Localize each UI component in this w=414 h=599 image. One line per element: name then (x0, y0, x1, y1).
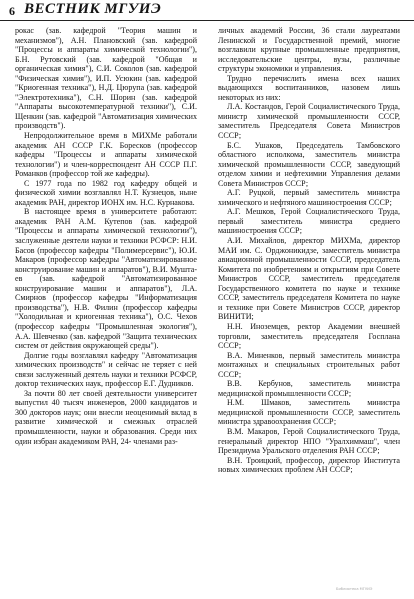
paragraph: В настоящее время в университете работают: академик РАН А.М. Кутепов (зав. кафедрой "Процессы и аппараты химической технологии"), заслуженные деятели науки и техники РСФСР: Н.И. Басов (профессор кафедры "Полимерсервис"), Ю.И. Макаров (профессор кафедры "Автоматизированное конструирование машин и аппаратов"), В.И. Муштаев (зав. кафедрой "Автоматизированное конструирование машин и аппаратов"), Л.А. Смирнов (профессор кафедры "Информатизация производства"), Н.В. Филин (профессор кафедры "Холодильная и криогенная техника"), О.С. Чехов (профессор кафедры "Промышленная экология"), А.А. Шевченко (зав. кафедрой "Защита технических систем от действия окружающей среды"). (15, 207, 197, 351)
paragraph: Б.С. Ушаков, Председатель Тамбовского областного исполкома, заместитель министра химической промышленности СССР, заведующий отделом химии и нефтехимии Управления делами Совета Министров СССР; (218, 140, 400, 188)
paragraph: В.М. Макаров, Герой Социалистического Труда, генеральный директор НПО "Уралхиммаш", член Президиума Уральского отделения РАН СССР; (218, 426, 400, 456)
left-column (15, 26, 197, 446)
paragraph: А.Г. Руцкой, первый заместитель министра химического и нефтяного машиностроения СССР; (218, 188, 400, 207)
page-header (0, 0, 414, 22)
page-number: 6 (9, 4, 15, 18)
paragraph: В.В. Кербунов, заместитель министра медицинской промышленности СССР; (218, 379, 400, 398)
right-column (218, 26, 400, 475)
paragraph: В.Н. Троицкий, профессор, директор Института новых химических проблем АН СССР; (218, 455, 400, 475)
paragraph: В.А. Миненков, первый заместитель министра монтажных и специальных строительных работ СССР; (218, 350, 400, 379)
paragraph: Долгие годы возглавлял кафедру "Автоматизация химических производств" и сейчас не теряет с ней связи заслуженный деятель науки и техники РСФСР, доктор технических наук, профессор Е.Г. Дудников. (15, 350, 197, 389)
paragraph: А.И. Михайлов, директор МИХМа, директор МАИ им. С. Орджоникидзе, заместитель министра авиационной промышленности СССР, председатель Комитета по изобретениям и открытиям при Совете Министров СССР, заместитель председателя Государственного комитета по науке и технике СССР, заместитель председателя Комитета по науке и технике при Совете Министров СССР, директор ВИНИТИ; (218, 236, 400, 322)
paragraph: Н.Н. Иноземцев, ректор Академии внешней торговли, заместитель председателя Госплана СССР; (218, 321, 400, 351)
journal-title: ВЕСТНИК МГУИЭ (24, 1, 162, 17)
paragraph: рокас (зав. кафедрой "Теория машин и механизмов"), А.Н. Плановский (зав. кафедрой "Процессы и аппараты химической технологии"), Б.Н. Рутовский (зав. кафедрой "Общая и органическая химия"), С.И. Соколов (зав. кафедрой "Физическая химия"), И.П. Усюкин (зав. кафедрой "Криогенная техника"), Н.Д. Цюрупа (зав. кафедрой "Электротехника"), С.Н. Шорин (зав. кафедрой "Аппараты высокотемпературной техники"), С.И. Щенкин (зав. кафедрой "Автоматизация химических производств"). (15, 26, 197, 131)
paragraph: Трудно перечислить имена всех наших выдающихся воспитанников, назовем лишь некоторых из них: (218, 73, 400, 102)
header-rule (0, 20, 414, 21)
library-watermark: Библиотека МГУИЭ (336, 587, 373, 591)
paragraph: А.Г. Мешков, Герой Социалистического Труда, первый заместитель министра среднего машиностроения СССР; (218, 207, 400, 236)
paragraph: Непродолжительное время в МИХМе работали академик АН СССР Г.К. Боресков (профессор кафедры "Процессы и аппараты химической технологии") и член-корреспондент АН СССР П.Г. Романков (профессор той же кафедры). (15, 131, 197, 179)
paragraph: С 1977 года по 1982 год кафедру общей и физической химии возглавлял Н.Т. Кузнецов, ныне академик РАН, директор ИОНХ им. Н.С. Курнакова. (15, 178, 197, 207)
paragraph: Н.М. Шмаков, заместитель министра медицинской промышленности СССР, заместитель министра здравоохранения СССР; (218, 398, 400, 427)
paragraph: личных академий России, 36 стали лауреатами Ленинской и Государственной премий, многие возглавили крупные промышленные предприятия, исследовательские центры, вузы, различные структуры экономики и управления. (218, 26, 400, 74)
paragraph: Л.А. Костандов, Герой Социалистического Труда, министр химической промышленности СССР, заместитель Председателя Совета Министров СССР; (218, 102, 400, 141)
paragraph: За почти 80 лет своей деятельности университет выпустил 40 тысяч инженеров, 2000 кандидатов и 300 докторов наук; они внесли неоценимый вклад в развитие химической и смежных отраслей промышленности, науки и образования. Среди них один избран академиком РАН, 24- членами раз- (15, 388, 197, 446)
